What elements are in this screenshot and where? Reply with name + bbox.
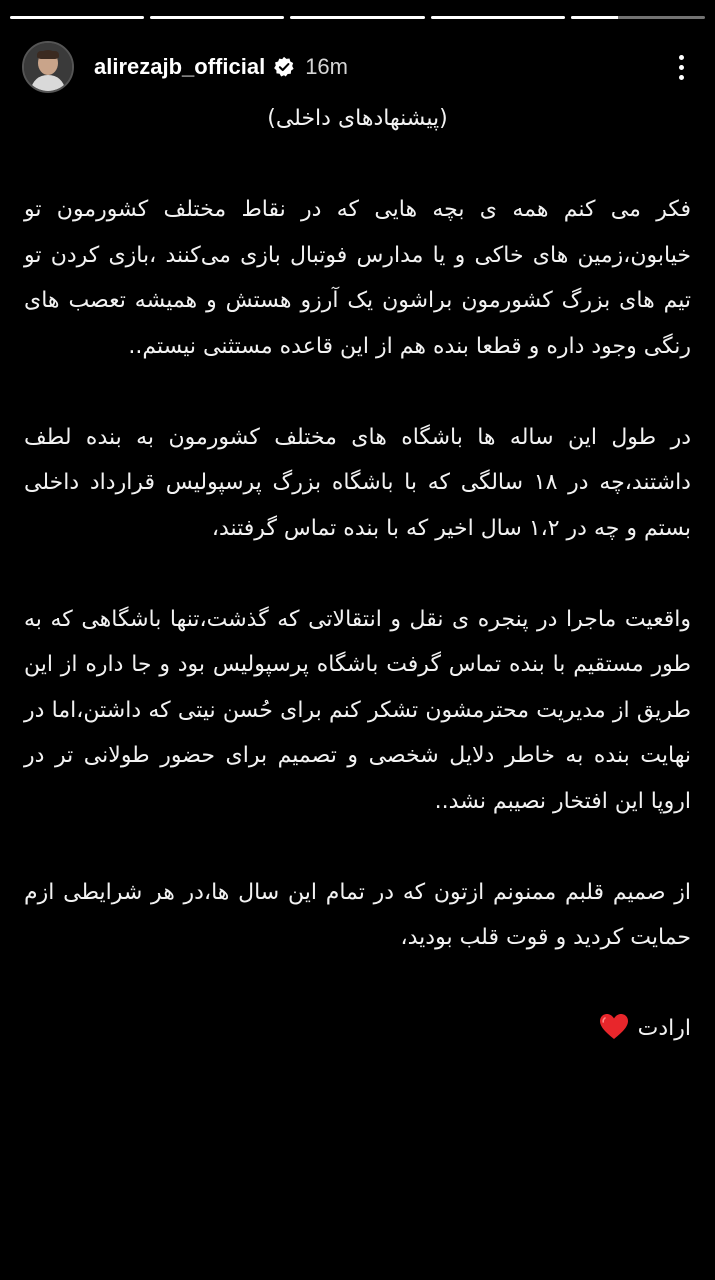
story-progress-segment bbox=[150, 16, 284, 19]
story-progress-segment bbox=[571, 16, 705, 19]
signoff-text: ارادت bbox=[637, 1016, 691, 1041]
story-paragraph-1: فکر می کنم همه ی بچه هایی که در نقاط مختلف کشورمون تو خیابون،زمین های خاکی و یا مدارس فوتبال بازی می‌کنند ،بازی کردن تو تیم های بزرگ کشورمون براشون یک آرزو هستش و همیشه تعصب های رنگی وجود داره و قطعا بنده هم از این قاعده مستثنی نیستم.. bbox=[24, 197, 691, 359]
story-paragraph-2: در طول این ساله ها باشگاه های مختلف کشورمون به بنده لطف داشتند،چه در ۱۸ سالگی که با باشگاه بزرگ پرسپولیس قرارداد داخلی بستم و چه در ۱،۲ سال اخیر که با بنده تماس گرفتند، bbox=[24, 424, 691, 541]
story-text bbox=[24, 96, 691, 1052]
story-progress-segment bbox=[10, 16, 144, 19]
story-paragraph-3: واقعیت ماجرا در پنجره ی نقل و انتقالاتی که گذشت،تنها باشگاهی که به طور مستقیم با بنده تماس گرفت باشگاه پرسپولیس بود و جا داره از این طریق از مدیریت محترمشون تشکر کنم برای حُسن نیتی که داشتن،اما در نهایت بنده به خاطر دلایل شخصی و تصمیم برای حضور طولانی تر در اروپا این افتخار نصیبم نشد.. bbox=[24, 606, 691, 814]
verified-badge-icon bbox=[273, 56, 295, 78]
story-progress-fill bbox=[150, 16, 284, 19]
story-progress-fill bbox=[431, 16, 565, 19]
avatar[interactable] bbox=[22, 41, 74, 93]
story-progress-fill bbox=[10, 16, 144, 19]
story-paragraph-4: از صمیم قلبم ممنونم ازتون که در تمام این سال ها،در هر شرایطی ازم حمایت کردید و قوت قلب بودید، bbox=[24, 879, 691, 950]
more-vertical-icon bbox=[679, 55, 684, 60]
post-time: 16m bbox=[305, 54, 348, 79]
story-progress-segment bbox=[290, 16, 424, 19]
story-header bbox=[22, 40, 693, 94]
story-progress-fill bbox=[290, 16, 424, 19]
story-progress-fill bbox=[571, 16, 618, 19]
story-signoff bbox=[24, 1006, 691, 1052]
story-progress-bar bbox=[10, 16, 705, 20]
username[interactable]: alirezajb_official bbox=[94, 54, 266, 79]
story-title: (پیشنهادهای داخلی) bbox=[267, 106, 448, 131]
red-heart-icon bbox=[599, 1012, 629, 1040]
story-progress-segment bbox=[431, 16, 565, 19]
avatar-image bbox=[24, 43, 72, 91]
more-options-button[interactable] bbox=[669, 47, 693, 87]
